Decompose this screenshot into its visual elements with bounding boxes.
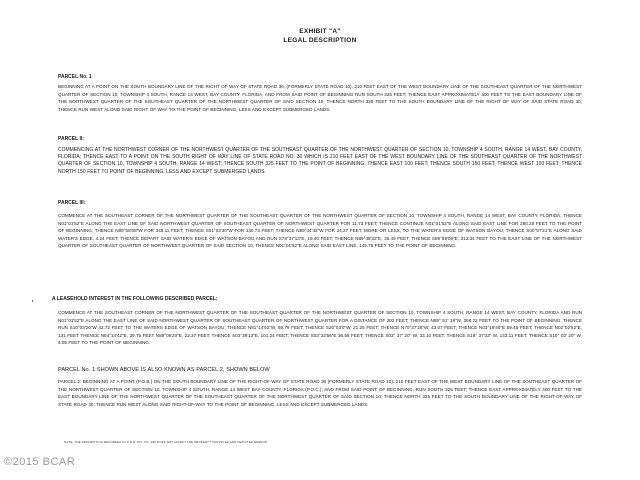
parcel-alias-note: PARCEL No. 1 SHOWN ABOVE IS ALSO KNOWN AS PARCEL 2, SHOWN BELOW (58, 367, 270, 373)
exhibit-subtitle: LEGAL DESCRIPTION (283, 37, 357, 44)
parcel2b-text: PARCEL 2: BEGINNING AT A POINT (P.O.B.) ON THE SOUTH BOUNDARY LINE OF THE RIGHT-OF-WAY OF STATE ROAD 30 (FORMERLY STATE ROAD 10), 210 FEET EAST OF THE WEST BOUNDARY LINE OF THE SOUTHEAST QUARTER OF THE NORTHWEST QUARTER OF SECTION 10, TOWNSHIP 4 SOUTH, RANGE 14 WEST BAY COUNTY, FLORIDA (P.O.C.); AND FROM SAID POINT OF BEGINNING, RUN SOUTH 325 FEET; THENCE EAST APPROXIMATELY 400 FEET TO THE EAST BOUNDARY LINE OF THE NORTHWEST QUARTER OF THE SOUTHEAST QUARTER OF THE NORTHWEST QUARTER OF SAID SECTION 10; THENCE NORTH 325 FEET TO THE SOUTH BOUNDARY LINE OF THE RIGHT-OF-WAY OF STATE ROAD 30; THENCE RUN WEST ALONG SAID RIGHT-OF-WAY TO THE POINT OF BEGINNING. LESS AND EXCEPT SUBMERGED LANDS. (58, 379, 582, 407)
parcel2-heading: PARCEL II: (58, 136, 84, 142)
parcel3-heading: PARCEL III: (58, 200, 86, 206)
parcel1-heading: PARCEL No. 1 (58, 74, 92, 80)
leasehold-heading: A LEASEHOLD INTEREST IN THE FOLLOWING DESCRIBED PARCEL; (52, 296, 218, 302)
margin-mark (32, 300, 33, 302)
parcel1-text: BEGINNING AT A POINT ON THE SOUTH BOUNDARY LINE OF THE RIGHT OF WAY OF STATE ROAD 30, (FORMERLY STATE ROAD 10), 210 FEET EAST OF THE WEST BOUNDARY LINE OF THE SOUTHEAST QUARTER OF THE NORTHWEST QUARTER OF SECTION 10, TOWNSHIP 4 SOUTH, RANGE 14 WEST, BAY COUNTY, FLORIDA, AND FROM SAID POINT OF BEGINNING RUN SOUTH 325 FEET; THENCE EAST APPROXIMATELY 400 FEET TO THE EAST BOUNDARY LINE OF THE NORTHWEST QUARTER OF THE SOUTHEAST QUARTER OF THE NORTHWEST QUARTER OF SAID SECTION 10; THENCE NORTH 325 FEET TO THE SOUTH BOUNDARY LINE OF THE RIGHT OF WAY OF SAID STATE ROAD 30; THENCE RUN WEST ALONG SAID RIGHT OF WAY TO THE POINT OF BEGINNING, LESS AND EXCEPT SUBMERGED LANDS. (58, 84, 582, 112)
copyright-watermark: ©2015 BCAR (4, 456, 76, 468)
leasehold-text: COMMENCE AT THE SOUTHEAST CORNER OF THE NORTHWEST QUARTER OF THE SOUTHEAST QUARTER OF THE NORTHWEST QUARTER OF SECTION 10, TOWNSHIP 4 SOUTH, RANGE 14 WEST, BAY COUNTY, FLORIDA AND RUN N01°01'52"E ALONG THE EAST LINE OF SAID NORTHWEST QUARTER OF SOUTHEAST QUARTER OF NORTHWEST QUARTER FOR A DISTANCE OF 202 FEET; THENCE N89° 51' 18"W, 358.22 FEET TO THE POINT OF BEGINNING; THENCE RUN S10°03'20"W 42.72 FEET TO THE WATERS EDGE OF WATSON BAYOU; THENCE N81°14'52"W, 69.79 FEET; THENCE S20°03'0"W, 21.25 FEET; THENCE N70°37'28"W, 43.07 FEET; THENCE N03°19'40"E 59.45 FEET; THENCE N02°02'52"E, 131 FEET THENCE N84°14'42"E, 39.75 FEET N89°09'20"E, 22.37 FEET; THENCE S03°39'13"E, 101.24 FEET; THENCE S03°33'56"E 36.58 FEET; THENCE S03° 37' 20" W, 33.10 FEET; THENCE S19° 37'33" W, 143.11 FEET; THENCE S10° 03' 20" W, 4.05 FEET TO THE POINT OF BEGINNING. (58, 310, 582, 346)
exhibit-title: EXHIBIT "A" (299, 28, 341, 35)
footnote: NOTE: THE DESCRIPTION RECORDED IN O.R.B. 837, PG. 496 DOES NOT AFFECT THE PROPERTY SURVEYED AND DEPICTED HEREON. (64, 440, 269, 444)
parcel3-text: COMMENCE AT THE SOUTHEAST CORNER OF THE NORTHWEST QUARTER OF THE SOUTHEAST QUARTER OF THE NORTHWEST QUARTER OF SECTION 10, TOWNSHIP 4 SOUTH, RANGE 14 WEST, BAY COUNTY, FLORIDA; THENCE N01°01'52"E ALONG THE EAST LINE OF SAID NORTHWEST QUARTER OF SOUTHEAST QUARTER OF NORTHWEST QUARTER FOR 11.73 FEET; THENCE CONTINUE N01°01'52"E ALONG SAID EAST LINE FOR 280.28 FEET TO THE POINT OF BEGINNING; THENCE N89°58'08"W FOR 349.11 FEET; THENCE S01°03'30"W FOR 140.73 FEET; THENCE N89°44'42"W FOR 24.27 FEET, MORE OR LESS, TO THE WATER'S EDGE OF WATSON BAYOU; THENCE S00°57'21"E ALONG SAID WATER'S EDGE, 4.24 FEET; THENCE DEPART SAID WATER'S EDGE OF WATSON BAYOU AND RUN S78°37'13"E, 19.40 FEET; THENCE N89°48'32"E, 36.49 FEET; THENCE S89°59'08"E, 313.34 FEET TO THE EAST LINE OF THE NORTHWEST QUARTER OF SOUTHEAST QUARTER OF NORTHWEST QUARTER OF SAID SECTION 10; THENCE N01°01'52"E ALONG SAID EAST LINE, 145.75 FEET TO THE POINT OF BEGINNING. (58, 213, 582, 249)
parcel2-text: COMMENCING AT THE NORTHWEST CORNER OF THE NORTHWEST QUARTER OF THE SOUTHEAST QUARTER OF THE NORTHWEST QUARTER OF SECTION 10, TOWNSHIP 4 SOUTH, RANGE 14 WEST, BAY COUNTY, FLORIDA; THENCE EAST TO A POINT ON THE SOUTH RIGHT OF WAY LINE OF STATE ROAD NO. 30 WHICH IS 210 FEET EAST OF THE WEST BOUNDARY LINE OF THE SOUTHEAST QUARTER OF THE NORTHWEST QUARTER OF SECTION 10, TOWNSHIP 4 SOUTH, RANGE 14 WEST; THENCE SOUTH 325 FEET TO THE POINT OF BEGINNING; THENCE EAST 100 FEET; THENCE SOUTH 150 FEET; THENCE WEST 100 FEET; THENCE NORTH 150 FEET TO POINT OF BEGINNING, LESS AND EXCEPT SUBMERGED LANDS. (58, 147, 582, 175)
